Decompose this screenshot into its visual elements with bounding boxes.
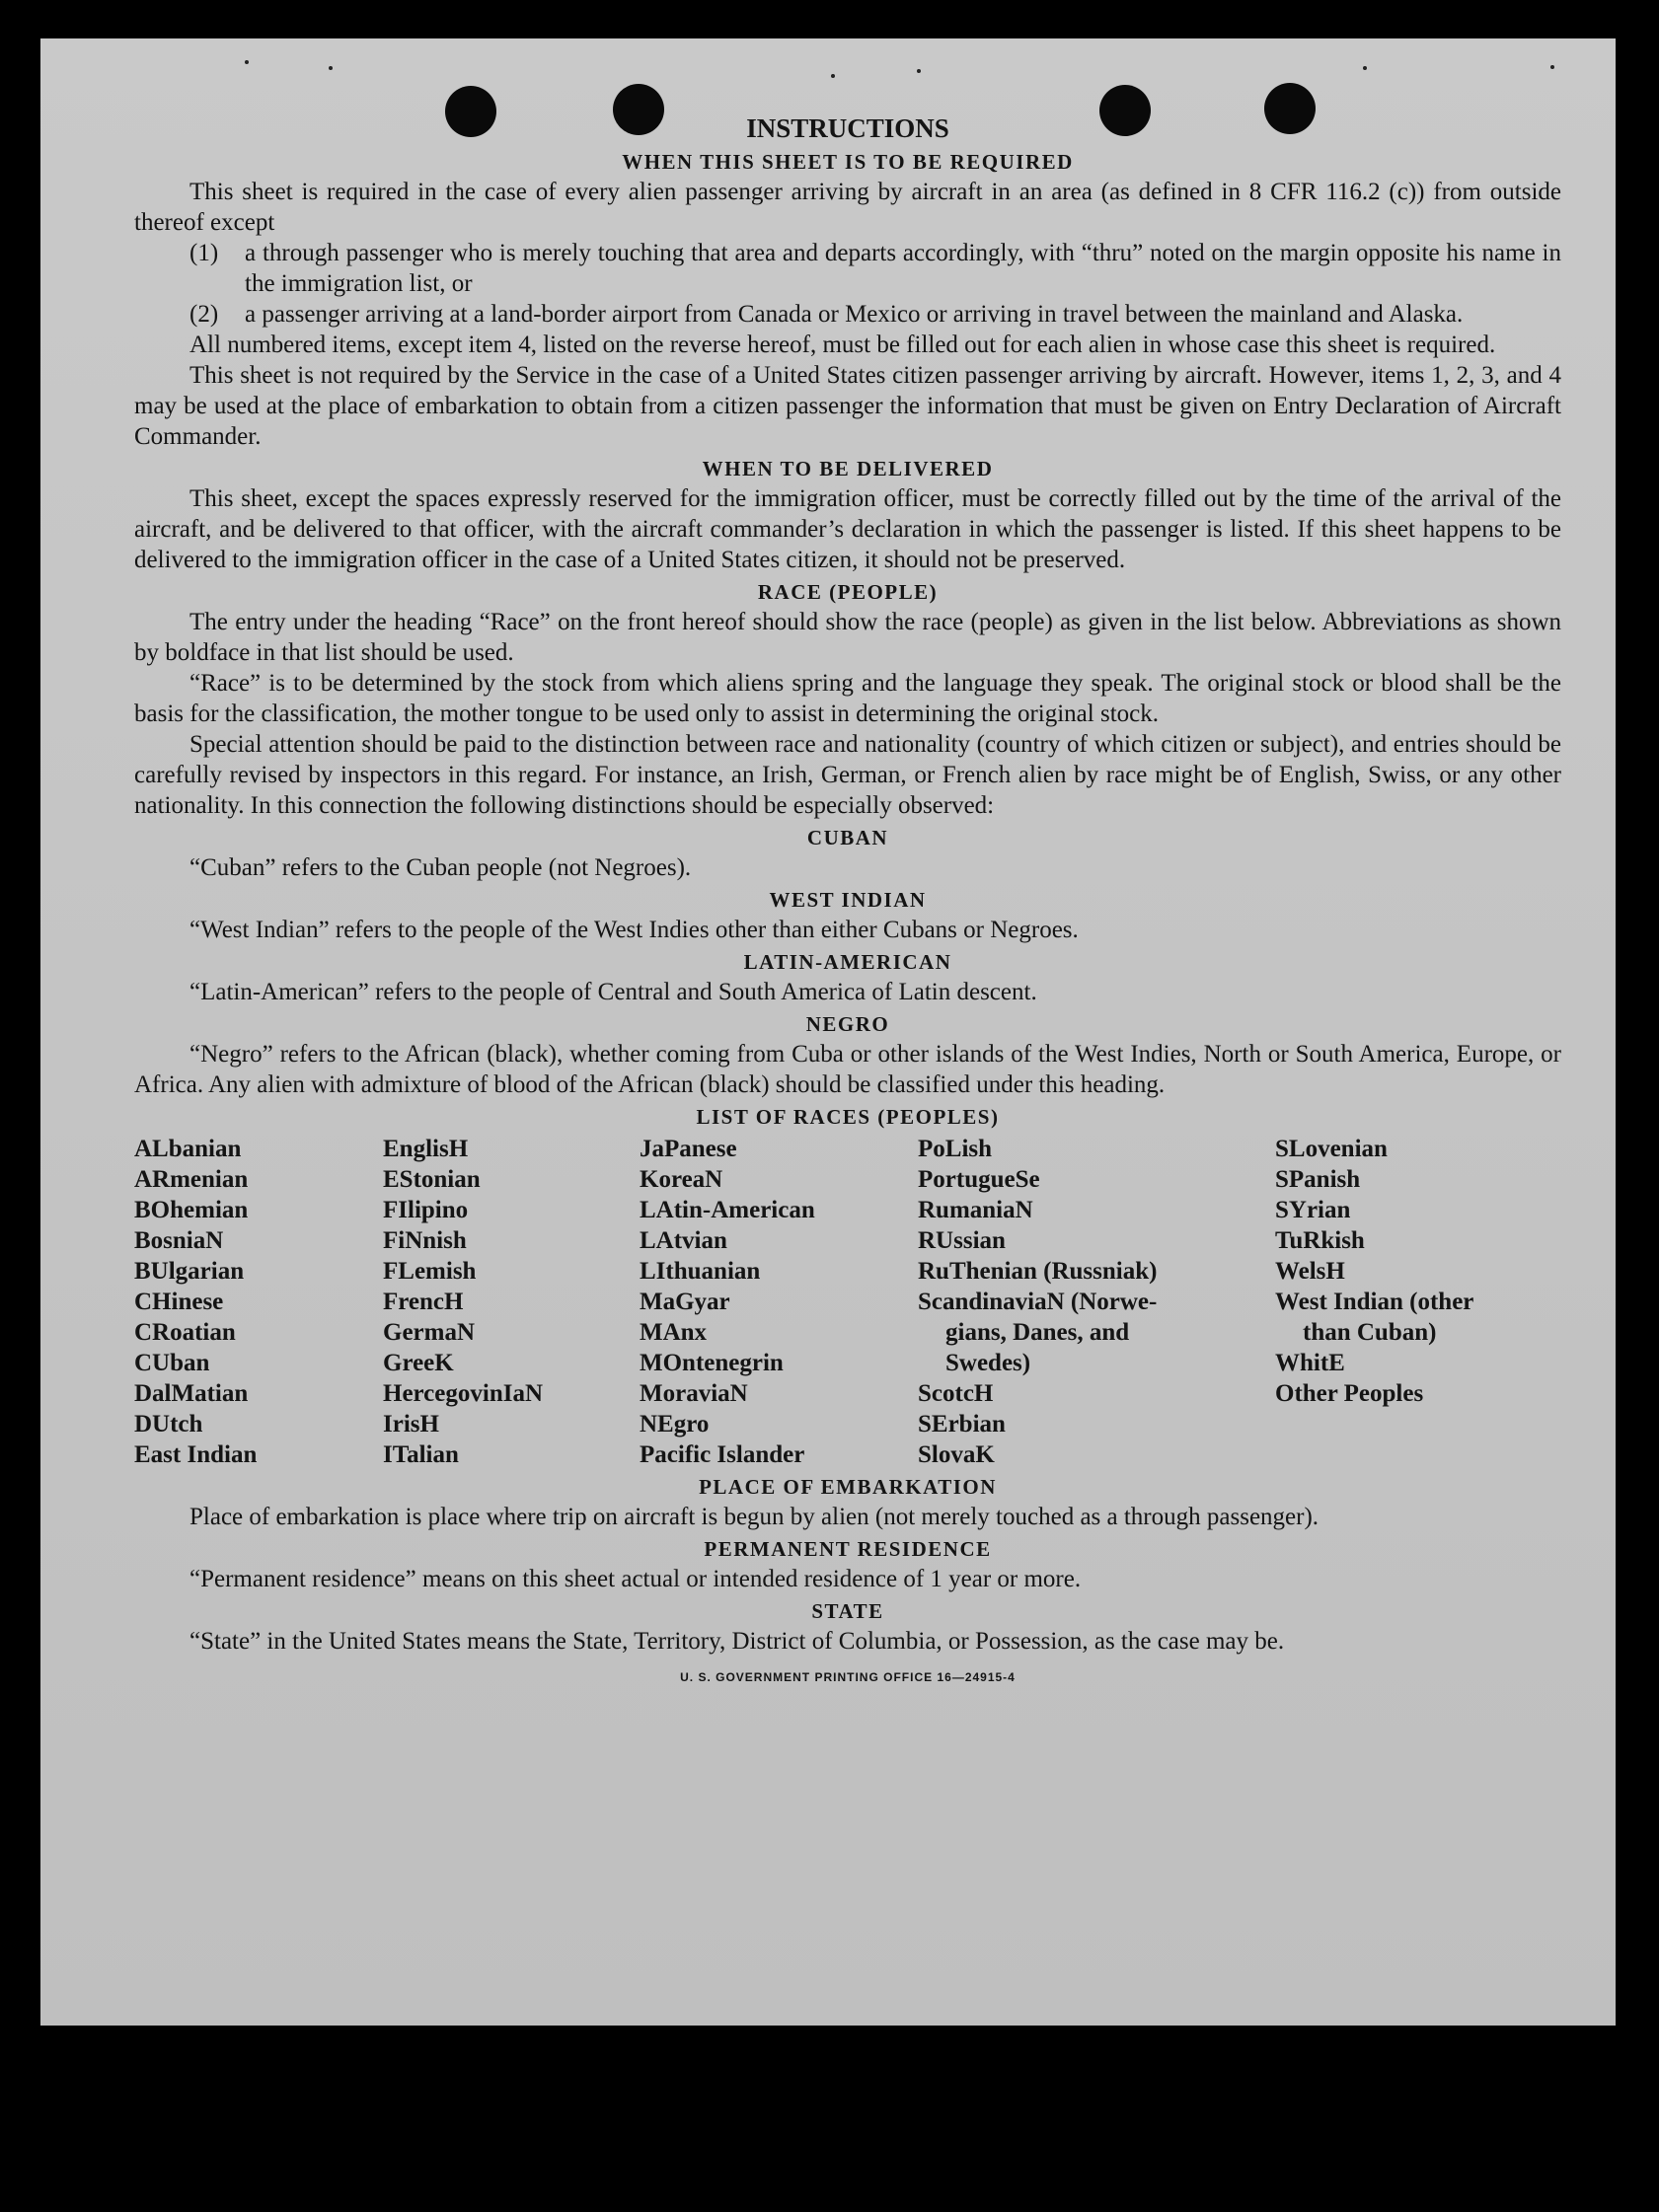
race-entry: LAtvian: [640, 1227, 727, 1254]
instructions-content: [134, 111, 1561, 1693]
race-entry: Pacific Islander: [640, 1441, 805, 1468]
paragraph: This sheet, except the spaces expressly reserved for the immigration officer, must be correctly filled out by the time of the arrival of the aircraft, and be delivered to that officer, with the aircraft commander’s declaration in which the passenger is listed. If this sheet happens to be delivered to the immigration officer in the case of a United States citizen, it should not be preserved.: [134, 485, 1561, 573]
race-entry: KoreaN: [640, 1166, 723, 1193]
exception-item: [134, 299, 1561, 330]
race-entry: DalMatian: [134, 1380, 249, 1407]
section-heading: WHEN THIS SHEET IS TO BE REQUIRED: [622, 150, 1074, 174]
document-sheet: [40, 38, 1616, 2026]
race-entry: NEgro: [640, 1411, 710, 1438]
race-entry: DUtch: [134, 1411, 203, 1438]
race-entry: FrencH: [383, 1289, 464, 1315]
race-entry: West Indian (other: [1275, 1289, 1474, 1315]
race-entry: RuThenian (Russniak): [918, 1258, 1158, 1285]
section-heading: STATE: [811, 1599, 884, 1623]
race-entry: SlovaK: [918, 1441, 995, 1468]
speck: [329, 66, 333, 70]
race-column: [1275, 1134, 1551, 1470]
race-entry: CRoatian: [134, 1319, 236, 1346]
paragraph: Place of embarkation is place where trip on aircraft is begun by alien (not merely touched as a through passenger).: [189, 1504, 1320, 1530]
race-entry: East Indian: [134, 1441, 258, 1468]
race-entry: SErbian: [918, 1411, 1006, 1438]
race-entry: LAtin-American: [640, 1197, 815, 1223]
section-heading: PERMANENT RESIDENCE: [704, 1537, 992, 1561]
race-entry: ScotcH: [918, 1380, 994, 1407]
race-entry: IrisH: [383, 1411, 439, 1438]
race-entry: GreeK: [383, 1350, 454, 1376]
race-list: [134, 1134, 1561, 1470]
race-entry: WhitE: [1275, 1350, 1345, 1376]
race-entry: than Cuban): [1303, 1319, 1437, 1346]
section-heading: CUBAN: [806, 826, 889, 849]
race-entry: SLovenian: [1275, 1136, 1388, 1162]
race-entry: MOntenegrin: [640, 1350, 784, 1376]
race-entry: BosniaN: [134, 1227, 224, 1254]
section-heading: LIST OF RACES (PEOPLES): [696, 1105, 1000, 1129]
item-text: a through passenger who is merely touching that area and departs accordingly, with “thru” noted on the margin opposite his name in the immigration list, or: [245, 240, 1561, 297]
paragraph: All numbered items, except item 4, listed on the reverse hereof, must be filled out for each alien in whose case this sheet is required.: [189, 332, 1496, 358]
race-entry: ITalian: [383, 1441, 459, 1468]
race-column: [134, 1134, 383, 1470]
paragraph: “State” in the United States means the State, Territory, District of Columbia, or Possession, as the case may be.: [189, 1628, 1285, 1655]
race-entry: RUssian: [918, 1227, 1006, 1254]
page-title: INSTRUCTIONS: [746, 113, 949, 143]
race-entry: RumaniaN: [918, 1197, 1033, 1223]
paragraph: The entry under the heading “Race” on the front hereof should show the race (people) as given in the list below. Abbreviations as shown by boldface in that list should be used.: [134, 609, 1561, 666]
section-heading: WEST INDIAN: [769, 888, 927, 912]
race-entry: ALbanian: [134, 1136, 242, 1162]
race-entry: LIthuanian: [640, 1258, 761, 1285]
section-heading: PLACE OF EMBARKATION: [699, 1475, 997, 1499]
section-heading: RACE (PEOPLE): [757, 580, 939, 604]
race-entry: Other Peoples: [1275, 1380, 1424, 1407]
paragraph: “West Indian” refers to the people of the West Indies other than either Cubans or Negroes.: [189, 917, 1079, 943]
speck: [917, 69, 921, 73]
paragraph: Special attention should be paid to the distinction between race and nationality (country of which citizen or subject), and entries should be carefully revised by inspectors in this regard. For instance, an Irish, German, or French alien by race might be of English, Swiss, or any other nationality. In this connection the following distinctions should be especially observed:: [134, 731, 1561, 819]
race-entry: FiNnish: [383, 1227, 467, 1254]
race-entry: BUlgarian: [134, 1258, 245, 1285]
paragraph: This sheet is not required by the Service in the case of a United States citizen passenger arriving by aircraft. However, items 1, 2, 3, and 4 may be used at the place of embarkation to obtain from a citizen passenger the information that must be given on Entry Declaration of Aircraft Commander.: [134, 362, 1561, 450]
paragraph: This sheet is required in the case of every alien passenger arriving by aircraft in an area (as defined in 8 CFR 116.2 (c)) from outside thereof except: [134, 179, 1561, 236]
race-entry: gians, Danes, and: [945, 1319, 1130, 1346]
race-entry: ARmenian: [134, 1166, 249, 1193]
item-number: (1): [189, 240, 219, 266]
race-column: [640, 1134, 918, 1470]
race-entry: PoLish: [918, 1136, 993, 1162]
race-entry: BOhemian: [134, 1197, 249, 1223]
speck: [831, 74, 835, 78]
race-entry: SYrian: [1275, 1197, 1351, 1223]
race-entry: MaGyar: [640, 1289, 730, 1315]
paragraph: “Permanent residence” means on this sheet actual or intended residence of 1 year or more.: [189, 1566, 1082, 1592]
printer-imprint: U. S. GOVERNMENT PRINTING OFFICE 16—24915-4: [680, 1670, 1016, 1684]
race-entry: EnglisH: [383, 1136, 469, 1162]
race-entry: FIlipino: [383, 1197, 469, 1223]
race-column: [383, 1134, 640, 1470]
section-heading: LATIN-AMERICAN: [743, 950, 952, 974]
speck: [1363, 66, 1367, 70]
race-entry: MoraviaN: [640, 1380, 748, 1407]
exception-item: [134, 238, 1561, 299]
race-entry: CHinese: [134, 1289, 224, 1315]
race-entry: TuRkish: [1275, 1227, 1365, 1254]
paragraph: “Cuban” refers to the Cuban people (not Negroes).: [189, 854, 692, 881]
race-entry: JaPanese: [640, 1136, 737, 1162]
race-entry: FLemish: [383, 1258, 477, 1285]
race-column: [918, 1134, 1275, 1470]
item-number: (2): [189, 301, 219, 328]
race-entry: PortugueSe: [918, 1166, 1040, 1193]
race-entry: CUban: [134, 1350, 210, 1376]
speck: [245, 60, 249, 64]
speck: [1550, 65, 1554, 69]
paragraph: “Race” is to be determined by the stock from which aliens spring and the language they speak. The original stock or blood shall be the basis for the classification, the mother tongue to be used only to assist in determining the original stock.: [134, 670, 1561, 727]
race-entry: GermaN: [383, 1319, 476, 1346]
paragraph: “Negro” refers to the African (black), whether coming from Cuba or other islands of the West Indies, North or South America, Europe, or Africa. Any alien with admixture of blood of the African (black) should be classified under this heading.: [134, 1041, 1561, 1098]
section-heading: NEGRO: [805, 1012, 890, 1036]
section-heading: WHEN TO BE DELIVERED: [702, 457, 994, 480]
race-entry: WelsH: [1275, 1258, 1345, 1285]
race-entry: MAnx: [640, 1319, 708, 1346]
race-entry: EStonian: [383, 1166, 481, 1193]
item-text: a passenger arriving at a land-border airport from Canada or Mexico or arriving in travel between the mainland and Alaska.: [245, 301, 1464, 328]
race-entry: HercegovinIaN: [383, 1380, 544, 1407]
race-entry: SPanish: [1275, 1166, 1361, 1193]
paragraph: “Latin-American” refers to the people of Central and South America of Latin descent.: [189, 979, 1037, 1005]
race-entry: Swedes): [945, 1350, 1031, 1376]
race-entry: ScandinaviaN (Norwe-: [918, 1289, 1158, 1315]
